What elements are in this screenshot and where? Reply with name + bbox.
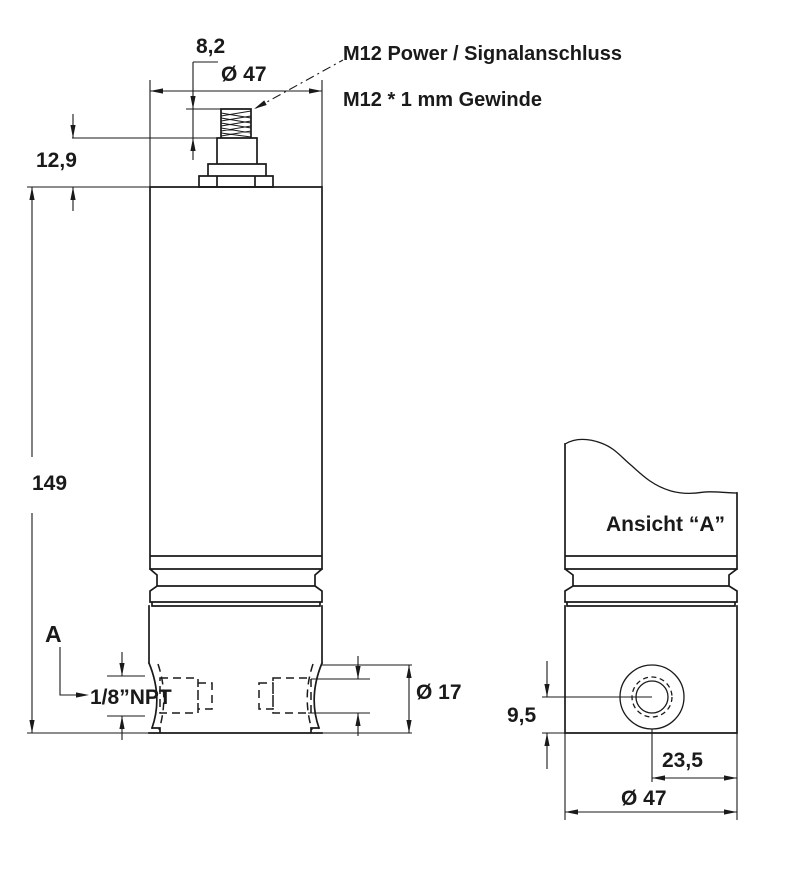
dim-connector-height [36, 114, 77, 211]
thread-hatch [221, 111, 251, 137]
m12-power-label: M12 Power / Signalanschluss [343, 43, 622, 65]
dim-stud-height-label: 8,2 [196, 35, 226, 58]
dim-port-thread-label: 1/8”NPT [90, 686, 172, 709]
dim-port-center-height [507, 661, 652, 769]
front-dimensions [27, 35, 622, 740]
side-body-outline [565, 439, 737, 733]
break-line [565, 439, 737, 493]
dim-connector-height-label: 12,9 [36, 149, 77, 172]
dim-overall-height [27, 187, 150, 733]
dim-port-bore [308, 656, 462, 736]
front-view [149, 109, 322, 733]
m12-connector [199, 109, 273, 187]
side-view-title: Ansicht “A” [606, 513, 726, 536]
dim-port-center-height-label: 9,5 [507, 704, 537, 727]
m12-leader [254, 43, 622, 111]
dim-port-thread [90, 652, 172, 740]
dim-outer-diameter-top [150, 63, 322, 187]
dim-side-outer-diameter-label: Ø 47 [621, 787, 667, 810]
dim-side-outer-diameter [565, 733, 737, 820]
dim-port-center-offset-label: 23,5 [662, 749, 703, 772]
dim-outer-diameter-top-label: Ø 47 [221, 63, 267, 86]
dim-overall-height-label: 149 [32, 472, 68, 495]
dim-port-bore-label: Ø 17 [416, 681, 462, 704]
side-view [565, 439, 737, 733]
view-arrow-label: A [45, 621, 62, 647]
m12-thread-label: M12 * 1 mm Gewinde [343, 89, 542, 111]
front-hidden-ports [158, 664, 313, 730]
dim-stud-height [72, 35, 225, 160]
front-body-outline [149, 187, 322, 733]
view-direction-arrow [45, 621, 89, 698]
